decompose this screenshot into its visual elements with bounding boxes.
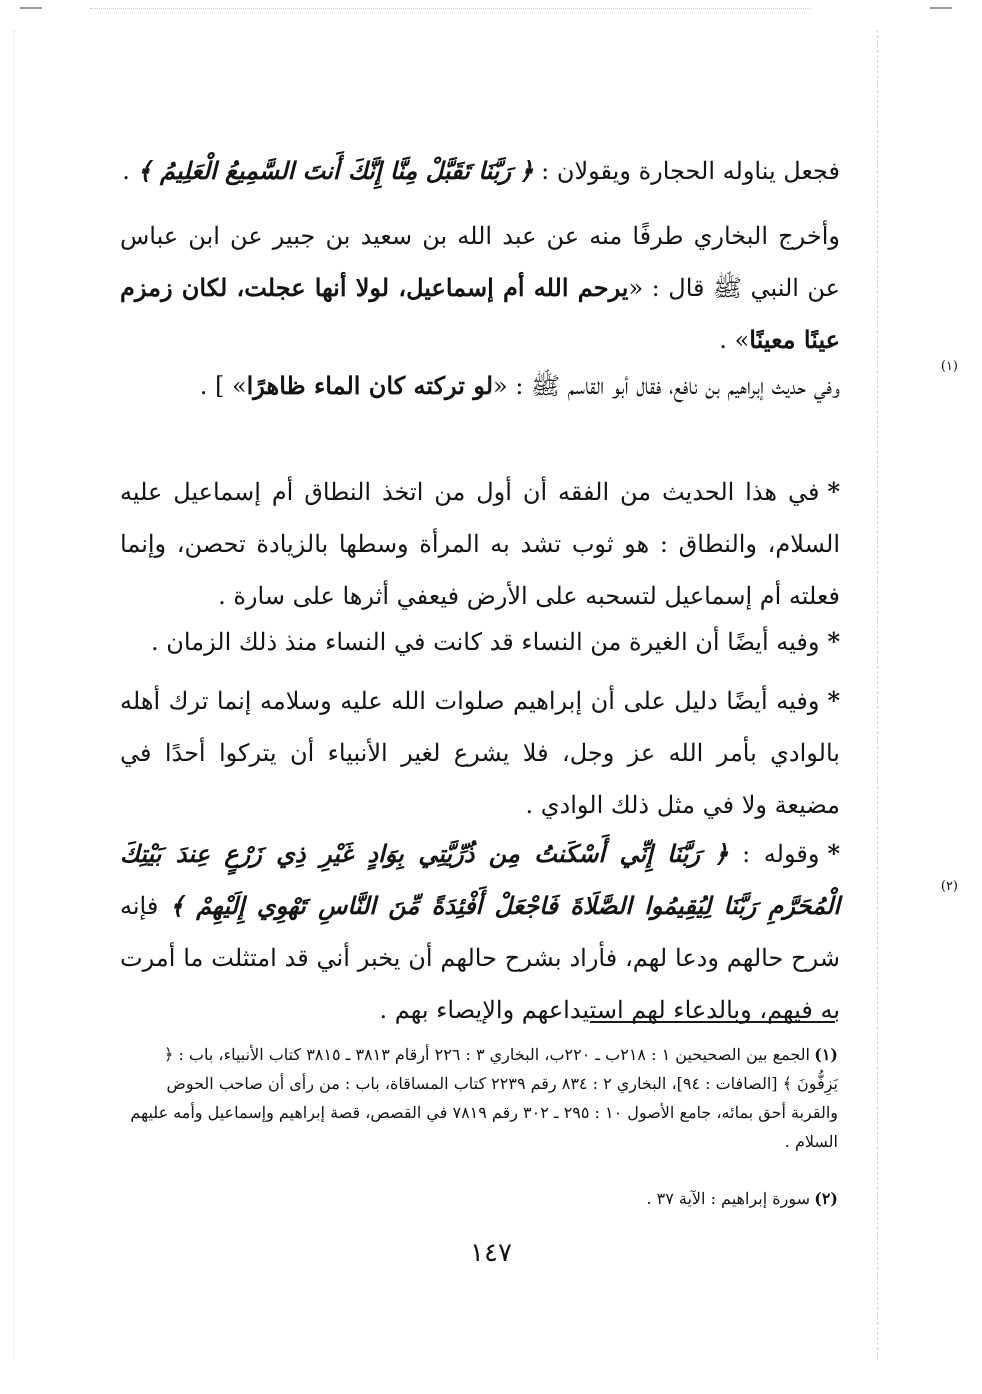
bullet-star-3: * bbox=[827, 686, 840, 715]
footnote-ref-1: (١) bbox=[940, 359, 958, 374]
scan-dotted-top bbox=[90, 8, 810, 9]
paragraph-1 bbox=[120, 145, 840, 197]
bullet-1-text: في هذا الحديث من الفقه أن أول من اتخذ النطاق أم إسماعيل عليه السلام، والنطاق : هو ثوب تشد به المرأة وسطها بالزيادة تحصن، وإنما فعلته أم إسماعيل لتسحبه على الأرض فيعفي أثرها على سارة . bbox=[120, 478, 840, 610]
scan-mark-right bbox=[930, 7, 952, 9]
scan-dotted-margin bbox=[877, 30, 878, 1360]
paragraph-2 bbox=[120, 210, 840, 366]
quran-verse-2: ﴿ رَبَّنَا إِنِّي أَسْكَنتُ مِن ذُرِّيَّتِي بِوَادٍ غَيْرِ ذِي زَرْعٍ عِندَ بَيْتِكَ الْمُحَرَّمِ رَبَّنَا لِيُقِيمُوا الصَّلَاةَ فَاجْعَلْ أَفْئِدَةً مِّنَ النَّاسِ تَهْوِي إِلَيْهِمْ ﴾ bbox=[120, 839, 840, 920]
footnote-1-number: (١) bbox=[814, 1045, 838, 1064]
footnote-2 bbox=[120, 1184, 838, 1213]
scan-mark-left bbox=[20, 7, 42, 9]
bullet-star-4: * bbox=[827, 839, 841, 868]
paragraph-2-text: وأخرج البخاري طرفًا منه عن عبد الله بن سعيد بن جبير عن ابن عباس عن النبي ﷺ قال : « bbox=[120, 222, 841, 302]
footnote-separator bbox=[590, 1021, 835, 1023]
bullet-star-1: * bbox=[827, 477, 840, 506]
bullet-4-tail: فإنه شرح حالهم ودعا لهم، فأراد بشرح حالهم أن يخبر أني قد امتثلت ما أمرت به فيهم، وبالدعاء لهم استيداعهم والإيصاء بهم . bbox=[120, 892, 840, 1024]
scan-dotted-edge bbox=[14, 30, 15, 1360]
bullet-paragraph-4 bbox=[120, 828, 958, 1036]
footnote-ref-2: (٢) bbox=[940, 879, 958, 894]
paragraph-3-text: وفي حديث إبراهيم بن نافع، فقال أبو القاسم ﷺ : « bbox=[493, 372, 840, 400]
paragraph-2-tail: » . bbox=[719, 326, 750, 354]
page-number: ١٤٧ bbox=[470, 1238, 512, 1268]
paragraph-1-text: فجعل يناوله الحجارة ويقولان : bbox=[533, 157, 840, 185]
paragraph-1-tail: . bbox=[122, 157, 138, 185]
hadith-quote-1: يرحم الله أم إسماعيل، لولا أنها عجلت، لكان زمزم عينًا معينًا bbox=[120, 273, 840, 354]
bullet-2-text: وفيه أيضًا أن الغيرة من النساء قد كانت في النساء منذ ذلك الزمان . bbox=[151, 628, 820, 656]
bullet-star-2: * bbox=[827, 627, 840, 656]
hadith-quote-2: لو تركته كان الماء ظاهرًا bbox=[246, 371, 494, 400]
bullet-paragraph-1 bbox=[120, 466, 840, 622]
paragraph-3 bbox=[120, 359, 958, 412]
quran-verse-1: ﴿ رَبَّنَا تَقَبَّلْ مِنَّا إِنَّكَ أَنتَ السَّمِيعُ الْعَلِيمُ ﴾ bbox=[137, 156, 534, 185]
footnote-1 bbox=[120, 1040, 838, 1156]
footnote-2-text: سورة إبراهيم : الآية ٣٧ . bbox=[646, 1189, 810, 1208]
bullet-paragraph-3 bbox=[120, 675, 840, 831]
footnote-2-number: (٢) bbox=[814, 1189, 838, 1208]
paragraph-3-tail: » ] . bbox=[199, 372, 247, 400]
footnote-1-text: الجمع بين الصحيحين ١ : ٢١٨ب ـ ٢٢٠ب، البخاري ٣ : ٢٢٦ أرقام ٣٨١٣ ـ ٣٨١٥ كتاب الأنبياء، باب : ﴿ يَزِفُّونَ ﴾ [الصافات : ٩٤]، البخاري ٢ : ٨٣٤ رقم ٢٢٣٩ كتاب المساقاة، باب : من رأى أن صاحب الحوض والقربة أحق بمائه، جامع الأصول ١٠ : ٢٩٥ ـ ٣٠٢ رقم ٧٨١٩ في القصص، قصة إبراهيم وإسماعيل وأمه عليهم السلام . bbox=[130, 1045, 838, 1151]
bullet-paragraph-2 bbox=[120, 616, 840, 668]
bullet-4-text: وقوله : bbox=[728, 840, 820, 868]
bullet-3-text: وفيه أيضًا دليل على أن إبراهيم صلوات الله عليه وسلامه إنما ترك أهله بالوادي بأمر الله عز وجل، فلا يشرع لغير الأنبياء أن يتركوا أحدًا في مضيعة ولا في مثل ذلك الوادي . bbox=[120, 687, 840, 819]
